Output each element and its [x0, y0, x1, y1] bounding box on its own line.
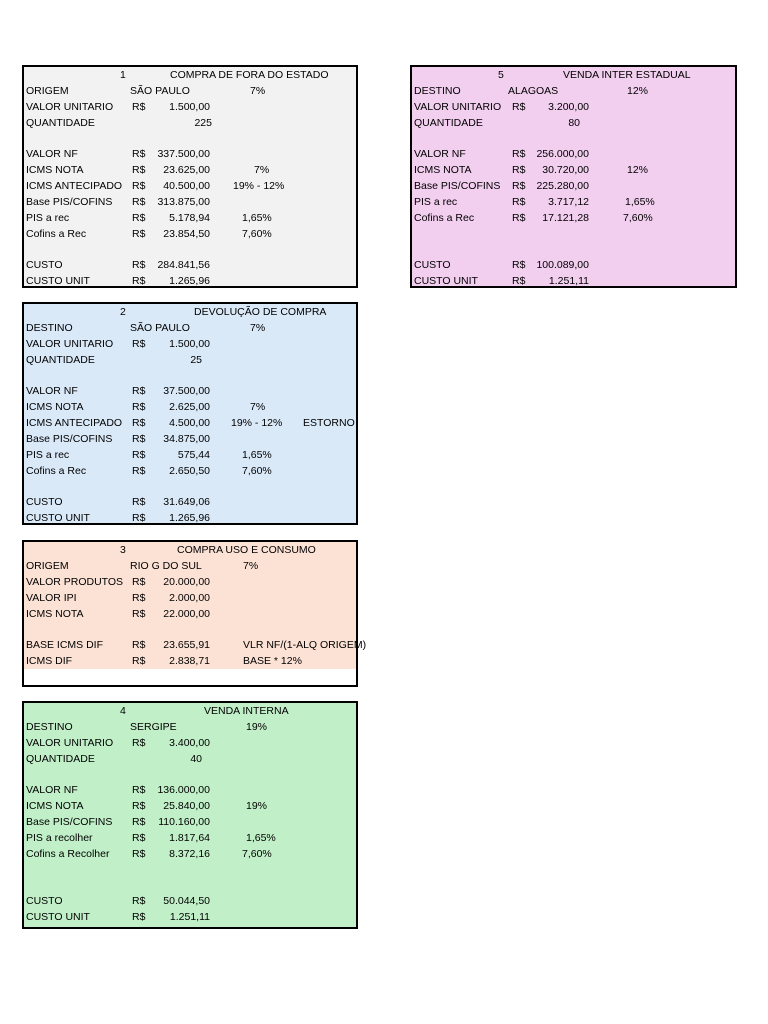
table-row [24, 735, 356, 751]
row-value: 1.500,00 [169, 101, 210, 113]
row-label: CUSTO UNIT [26, 911, 90, 923]
currency-symbol: R$ [132, 639, 146, 651]
row-value: 23.625,00 [163, 164, 210, 176]
row-label: VALOR UNITARIO [26, 101, 114, 113]
row-value: 1.817,64 [169, 832, 210, 844]
table-row [24, 431, 356, 447]
box-header [412, 67, 735, 83]
table-row [412, 99, 735, 115]
row-label: ICMS DIF [26, 655, 73, 667]
currency-symbol: R$ [132, 592, 146, 604]
row-value: 2.838,71 [169, 655, 210, 667]
row-value: 2.650,50 [169, 465, 210, 477]
table-row [24, 415, 356, 431]
table-row [412, 210, 735, 226]
row-label: ICMS NOTA [26, 164, 84, 176]
currency-symbol: R$ [512, 259, 526, 271]
row-rate: 7% [250, 322, 266, 334]
currency-symbol: R$ [512, 196, 526, 208]
currency-symbol: R$ [132, 338, 146, 350]
currency-symbol: R$ [512, 148, 526, 160]
row-label: VALOR PRODUTOS [26, 576, 124, 588]
row-value: 40.500,00 [163, 180, 210, 192]
table-row [24, 719, 356, 735]
row-label: QUANTIDADE [26, 753, 95, 765]
currency-symbol: R$ [132, 401, 146, 413]
table-row [24, 320, 356, 336]
table-row [24, 846, 356, 862]
currency-symbol: R$ [132, 800, 146, 812]
row-value: 23.655,91 [163, 639, 210, 651]
box-venda-interna [22, 701, 358, 929]
row-value: 100.089,00 [536, 259, 589, 271]
row-value: 337.500,00 [157, 148, 210, 160]
currency-symbol: R$ [132, 784, 146, 796]
table-row [24, 146, 356, 162]
row-rate: 7,60% [242, 848, 272, 860]
currency-symbol: R$ [132, 737, 146, 749]
currency-symbol: R$ [132, 385, 146, 397]
row-label: PIS a recolher [26, 832, 93, 844]
row-label: PIS a rec [414, 196, 458, 208]
box-title: VENDA INTERNA [204, 705, 289, 717]
row-rate: 12% [627, 85, 649, 97]
row-label: Cofins a Rec [414, 212, 475, 224]
row-value: 17.121,28 [542, 212, 589, 224]
box-title: COMPRA USO E CONSUMO [177, 544, 316, 556]
table-row [24, 210, 356, 226]
row-value: 1.251,11 [169, 911, 210, 923]
row-value: 34.875,00 [163, 433, 210, 445]
box-number: 2 [120, 306, 126, 318]
table-row [412, 83, 735, 99]
row-label: Base PIS/COFINS [26, 433, 113, 445]
row-label: CUSTO [26, 895, 63, 907]
currency-symbol: R$ [512, 164, 526, 176]
row-note: ESTORNO [303, 417, 355, 429]
row-label: BASE ICMS DIF [26, 639, 104, 651]
table-row [24, 447, 356, 463]
row-value: 8.372,16 [169, 848, 210, 860]
row-label: ICMS NOTA [26, 401, 84, 413]
row-label: VALOR NF [26, 385, 78, 397]
currency-symbol: R$ [132, 832, 146, 844]
row-value: 575,44 [177, 449, 210, 461]
box-title: VENDA INTER ESTADUAL [563, 69, 691, 81]
box-number: 4 [120, 705, 126, 717]
currency-symbol: R$ [512, 275, 526, 287]
row-value: 4.500,00 [169, 417, 210, 429]
row-label: Base PIS/COFINS [414, 180, 501, 192]
box-venda-inter-estadual [410, 65, 737, 288]
box-title: COMPRA DE FORA DO ESTADO [170, 69, 329, 81]
row-label: ICMS NOTA [26, 608, 84, 620]
table-row [24, 909, 356, 925]
currency-symbol: R$ [132, 164, 146, 176]
row-label: CUSTO [26, 259, 63, 271]
box-title: DEVOLUÇÃO DE COMPRA [194, 306, 327, 318]
box-header [24, 304, 356, 320]
currency-symbol: R$ [132, 512, 146, 524]
currency-symbol: R$ [512, 212, 526, 224]
row-label: PIS a rec [26, 212, 70, 224]
table-row [24, 494, 356, 510]
row-rate: 1,65% [242, 212, 272, 224]
row-value: 225.280,00 [536, 180, 589, 192]
row-rate: 12% [627, 164, 649, 176]
row-rate: BASE * 12% [243, 655, 302, 667]
table-row [24, 590, 356, 606]
table-row [24, 83, 356, 99]
table-row [24, 814, 356, 830]
row-value: 37.500,00 [163, 385, 210, 397]
table-row [412, 194, 735, 210]
currency-symbol: R$ [132, 417, 146, 429]
row-value: 30.720,00 [542, 164, 589, 176]
currency-symbol: R$ [132, 848, 146, 860]
row-label: Cofins a Rec [26, 465, 87, 477]
currency-symbol: R$ [132, 148, 146, 160]
table-row [24, 653, 356, 669]
table-row [412, 178, 735, 194]
table-row [24, 162, 356, 178]
row-rate: 19% - 12% [231, 417, 283, 429]
row-rate: 19% [246, 721, 268, 733]
row-label: QUANTIDADE [26, 354, 95, 366]
row-label: CUSTO UNIT [26, 512, 90, 524]
table-row [24, 782, 356, 798]
row-rate: VLR NF/(1-ALQ ORIGEM) [243, 639, 367, 651]
row-label: ORIGEM [26, 85, 69, 97]
currency-symbol: R$ [132, 212, 146, 224]
box-header [24, 542, 356, 558]
row-rate: 19% - 12% [233, 180, 285, 192]
row-rate: 7% [250, 401, 266, 413]
table-row [24, 399, 356, 415]
currency-symbol: R$ [132, 895, 146, 907]
row-value: 5.178,94 [169, 212, 210, 224]
currency-symbol: R$ [132, 180, 146, 192]
table-row [24, 637, 367, 653]
row-value: 2.000,00 [169, 592, 210, 604]
row-rate: 7,60% [242, 465, 272, 477]
row-label: Cofins a Recolher [26, 848, 110, 860]
table-row [24, 510, 356, 526]
box-header [24, 67, 356, 83]
row-rate: 1,65% [625, 196, 655, 208]
row-rate: 19% [246, 800, 268, 812]
row-label: Base PIS/COFINS [26, 816, 113, 828]
row-label: ICMS NOTA [414, 164, 472, 176]
row-value: 1.500,00 [169, 338, 210, 350]
table-row [412, 257, 735, 273]
currency-symbol: R$ [132, 576, 146, 588]
row-label: QUANTIDADE [26, 117, 95, 129]
row-value: 1.265,96 [169, 512, 210, 524]
row-value: 2.625,00 [169, 401, 210, 413]
row-value: 110.160,00 [158, 816, 210, 828]
currency-symbol: R$ [512, 101, 526, 113]
table-row [24, 606, 356, 622]
row-rate: 1,65% [242, 449, 272, 461]
row-label: VALOR IPI [26, 592, 77, 604]
row-label: VALOR UNITARIO [26, 737, 114, 749]
table-row [24, 893, 356, 909]
row-value: 136.000,00 [157, 784, 210, 796]
box-compra-uso-consumo [22, 540, 367, 687]
row-label: DESTINO [26, 322, 73, 334]
row-value: 3.400,00 [169, 737, 210, 749]
table-row [412, 115, 735, 131]
currency-symbol: R$ [132, 465, 146, 477]
row-text: RIO G DO SUL [130, 560, 202, 572]
row-label: QUANTIDADE [414, 117, 483, 129]
row-value: 284.841,56 [157, 259, 210, 271]
row-label: VALOR UNITARIO [26, 338, 114, 350]
row-label: CUSTO UNIT [26, 275, 90, 287]
table-row [24, 574, 356, 590]
currency-symbol: R$ [132, 196, 146, 208]
row-value: 1.265,96 [169, 275, 210, 287]
row-label: CUSTO [414, 259, 451, 271]
currency-symbol: R$ [132, 449, 146, 461]
currency-symbol: R$ [132, 911, 146, 923]
table-row [24, 178, 356, 194]
row-label: Base PIS/COFINS [26, 196, 113, 208]
row-rate: 7% [250, 85, 266, 97]
row-rate: 7,60% [623, 212, 653, 224]
currency-symbol: R$ [132, 228, 146, 240]
row-label: VALOR NF [26, 784, 78, 796]
row-label: PIS a rec [26, 449, 70, 461]
row-label: CUSTO [26, 496, 63, 508]
row-label: DESTINO [26, 721, 73, 733]
row-value: 3.200,00 [548, 101, 589, 113]
row-text: ALAGOAS [508, 85, 559, 97]
row-value: 3.717,12 [548, 196, 589, 208]
table-row [24, 383, 356, 399]
currency-symbol: R$ [512, 180, 526, 192]
row-label: ICMS NOTA [26, 800, 84, 812]
currency-symbol: R$ [132, 433, 146, 445]
row-label: Cofins a Rec [26, 228, 87, 240]
table-row [412, 146, 735, 162]
box-compra-fora-estado [22, 65, 358, 288]
currency-symbol: R$ [132, 275, 146, 287]
row-rate: 1,65% [246, 832, 276, 844]
row-value: 256.000,00 [536, 148, 589, 160]
currency-symbol: R$ [132, 496, 146, 508]
row-label: CUSTO UNIT [414, 275, 478, 287]
table-row [24, 352, 356, 368]
row-quantity: 80 [568, 117, 580, 129]
row-value: 31.649,06 [163, 496, 210, 508]
row-label: VALOR NF [26, 148, 78, 160]
box-number: 3 [120, 544, 126, 556]
table-row [24, 226, 356, 242]
table-row [24, 257, 356, 273]
box-number: 1 [120, 69, 126, 81]
row-text: SÃO PAULO [130, 322, 190, 334]
row-value: 1.251,11 [548, 275, 589, 287]
currency-symbol: R$ [132, 101, 146, 113]
box-number: 5 [498, 69, 504, 81]
table-row [24, 194, 356, 210]
row-label: ICMS ANTECIPADO [26, 180, 123, 192]
row-label: ICMS ANTECIPADO [26, 417, 123, 429]
row-text: SERGIPE [130, 721, 177, 733]
row-value: 23.854,50 [163, 228, 210, 240]
row-value: 50.044,50 [163, 895, 210, 907]
row-label: VALOR UNITARIO [414, 101, 502, 113]
row-text: SÃO PAULO [130, 85, 190, 97]
box-devolucao-compra [22, 302, 358, 525]
table-row [24, 336, 356, 352]
row-value: 25.840,00 [163, 800, 210, 812]
table-row [24, 463, 356, 479]
table-row [24, 830, 356, 846]
row-label: ORIGEM [26, 560, 69, 572]
row-rate: 7% [254, 164, 270, 176]
table-row [412, 273, 735, 289]
row-value: 313.875,00 [157, 196, 210, 208]
row-rate: 7,60% [242, 228, 272, 240]
row-value: 22.000,00 [163, 608, 210, 620]
row-label: VALOR NF [414, 148, 466, 160]
table-row [24, 273, 356, 289]
row-quantity: 25 [190, 354, 202, 366]
table-row [412, 162, 735, 178]
row-rate: 7% [243, 560, 259, 572]
currency-symbol: R$ [132, 655, 146, 667]
currency-symbol: R$ [132, 259, 146, 271]
table-row [24, 798, 356, 814]
box-header [24, 703, 356, 719]
table-row [24, 751, 356, 767]
row-value: 20.000,00 [163, 576, 210, 588]
currency-symbol: R$ [132, 816, 146, 828]
row-label: DESTINO [414, 85, 461, 97]
table-row [24, 99, 356, 115]
row-quantity: 40 [190, 753, 202, 765]
table-row [24, 115, 356, 131]
currency-symbol: R$ [132, 608, 146, 620]
table-row [24, 558, 356, 574]
row-quantity: 225 [194, 117, 212, 129]
